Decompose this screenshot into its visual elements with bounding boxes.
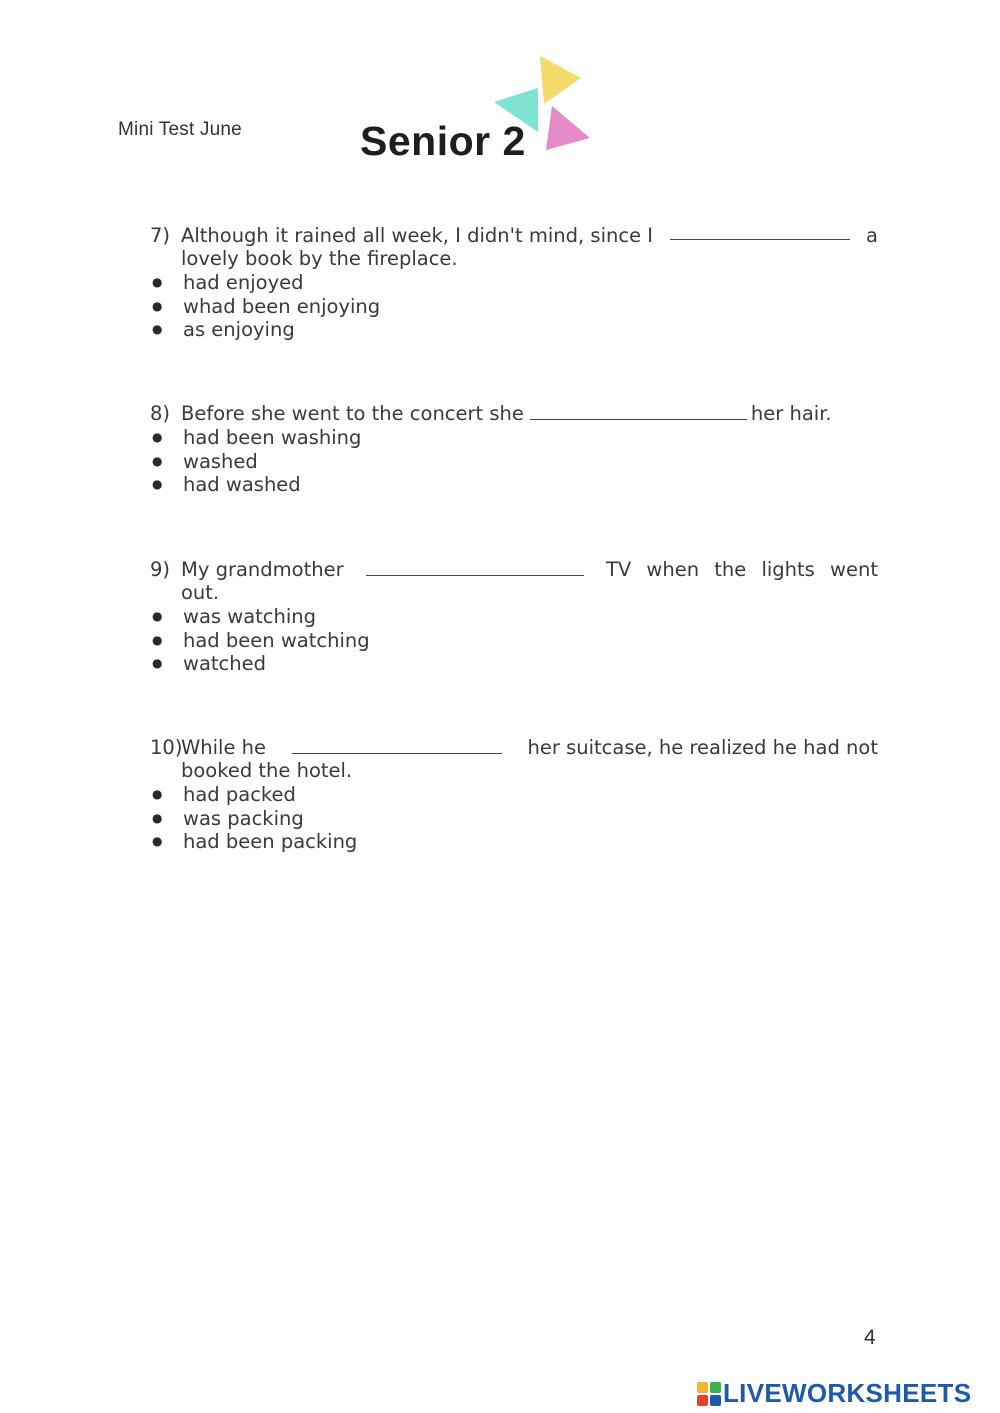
question-text-after: her suitcase, he realized he had not bbox=[527, 736, 878, 759]
question-number: 8) bbox=[150, 402, 171, 425]
bullet-icon: ● bbox=[152, 656, 163, 671]
bullet-icon: ● bbox=[152, 298, 163, 313]
option-item[interactable] bbox=[150, 652, 878, 676]
option-label: had been packing bbox=[183, 830, 358, 854]
liveworksheets-logo bbox=[697, 1378, 971, 1409]
page-number: 4 bbox=[864, 1326, 876, 1349]
brand-name: LIVEWORKSHEETS bbox=[723, 1378, 972, 1408]
bullet-icon: ● bbox=[152, 609, 163, 624]
options-list bbox=[150, 271, 878, 342]
option-item[interactable] bbox=[150, 450, 878, 474]
question-continuation: booked the hotel. bbox=[181, 759, 353, 782]
question-text-before: My grandmother bbox=[181, 558, 344, 581]
bullet-icon: ● bbox=[152, 275, 163, 290]
option-item[interactable] bbox=[150, 783, 878, 807]
answer-blank[interactable] bbox=[670, 224, 850, 240]
option-item[interactable] bbox=[150, 473, 878, 497]
option-item[interactable] bbox=[150, 426, 878, 450]
question-text-before: Before she went to the concert she bbox=[181, 402, 524, 425]
bullet-icon: ● bbox=[152, 477, 163, 492]
question-7 bbox=[150, 224, 878, 342]
option-label: was watching bbox=[183, 605, 317, 629]
bullet-icon: ● bbox=[152, 787, 163, 802]
page-title: Senior 2 bbox=[360, 118, 526, 164]
answer-blank[interactable] bbox=[292, 738, 502, 754]
option-label: was packing bbox=[183, 806, 304, 830]
bullet-icon: ● bbox=[152, 834, 163, 849]
question-text-after: her hair. bbox=[750, 402, 832, 425]
option-item[interactable] bbox=[150, 807, 878, 831]
question-8 bbox=[150, 402, 878, 497]
bullet-icon: ● bbox=[152, 810, 163, 825]
question-10 bbox=[150, 736, 878, 854]
option-item[interactable] bbox=[150, 605, 878, 629]
liveworksheets-grid-icon bbox=[697, 1382, 721, 1406]
options-list bbox=[150, 426, 878, 497]
question-text-after: TV when the lights went bbox=[605, 558, 878, 581]
question-9 bbox=[150, 558, 878, 676]
bullet-icon: ● bbox=[152, 430, 163, 445]
option-item[interactable] bbox=[150, 830, 878, 854]
option-label: washed bbox=[183, 449, 258, 473]
option-label: had enjoyed bbox=[183, 271, 304, 295]
option-label: had been washing bbox=[183, 426, 362, 450]
option-label: had been watching bbox=[183, 628, 370, 652]
question-number: 9) bbox=[150, 558, 171, 581]
question-text-after: a bbox=[866, 224, 878, 247]
question-continuation: lovely book by the fireplace. bbox=[181, 247, 458, 270]
option-item[interactable] bbox=[150, 318, 878, 342]
option-label: whad been enjoying bbox=[183, 294, 381, 318]
option-item[interactable] bbox=[150, 271, 878, 295]
answer-blank[interactable] bbox=[530, 404, 747, 420]
bullet-icon: ● bbox=[152, 453, 163, 468]
options-list bbox=[150, 605, 878, 676]
worksheet-subtitle: Mini Test June bbox=[118, 119, 242, 140]
question-number: 10) bbox=[150, 736, 183, 759]
question-continuation: out. bbox=[181, 581, 220, 604]
question-number: 7) bbox=[150, 224, 171, 247]
option-label: had packed bbox=[183, 783, 296, 807]
option-label: had washed bbox=[183, 473, 301, 497]
option-item[interactable] bbox=[150, 295, 878, 319]
option-label: as enjoying bbox=[183, 318, 295, 342]
question-text-before: Although it rained all week, I didn't mind, since I bbox=[181, 224, 654, 247]
option-label: watched bbox=[183, 652, 266, 676]
question-text-before: While he bbox=[181, 736, 267, 759]
bullet-icon: ● bbox=[152, 322, 163, 337]
bullet-icon: ● bbox=[152, 632, 163, 647]
option-item[interactable] bbox=[150, 629, 878, 653]
options-list bbox=[150, 783, 878, 854]
answer-blank[interactable] bbox=[366, 560, 584, 576]
